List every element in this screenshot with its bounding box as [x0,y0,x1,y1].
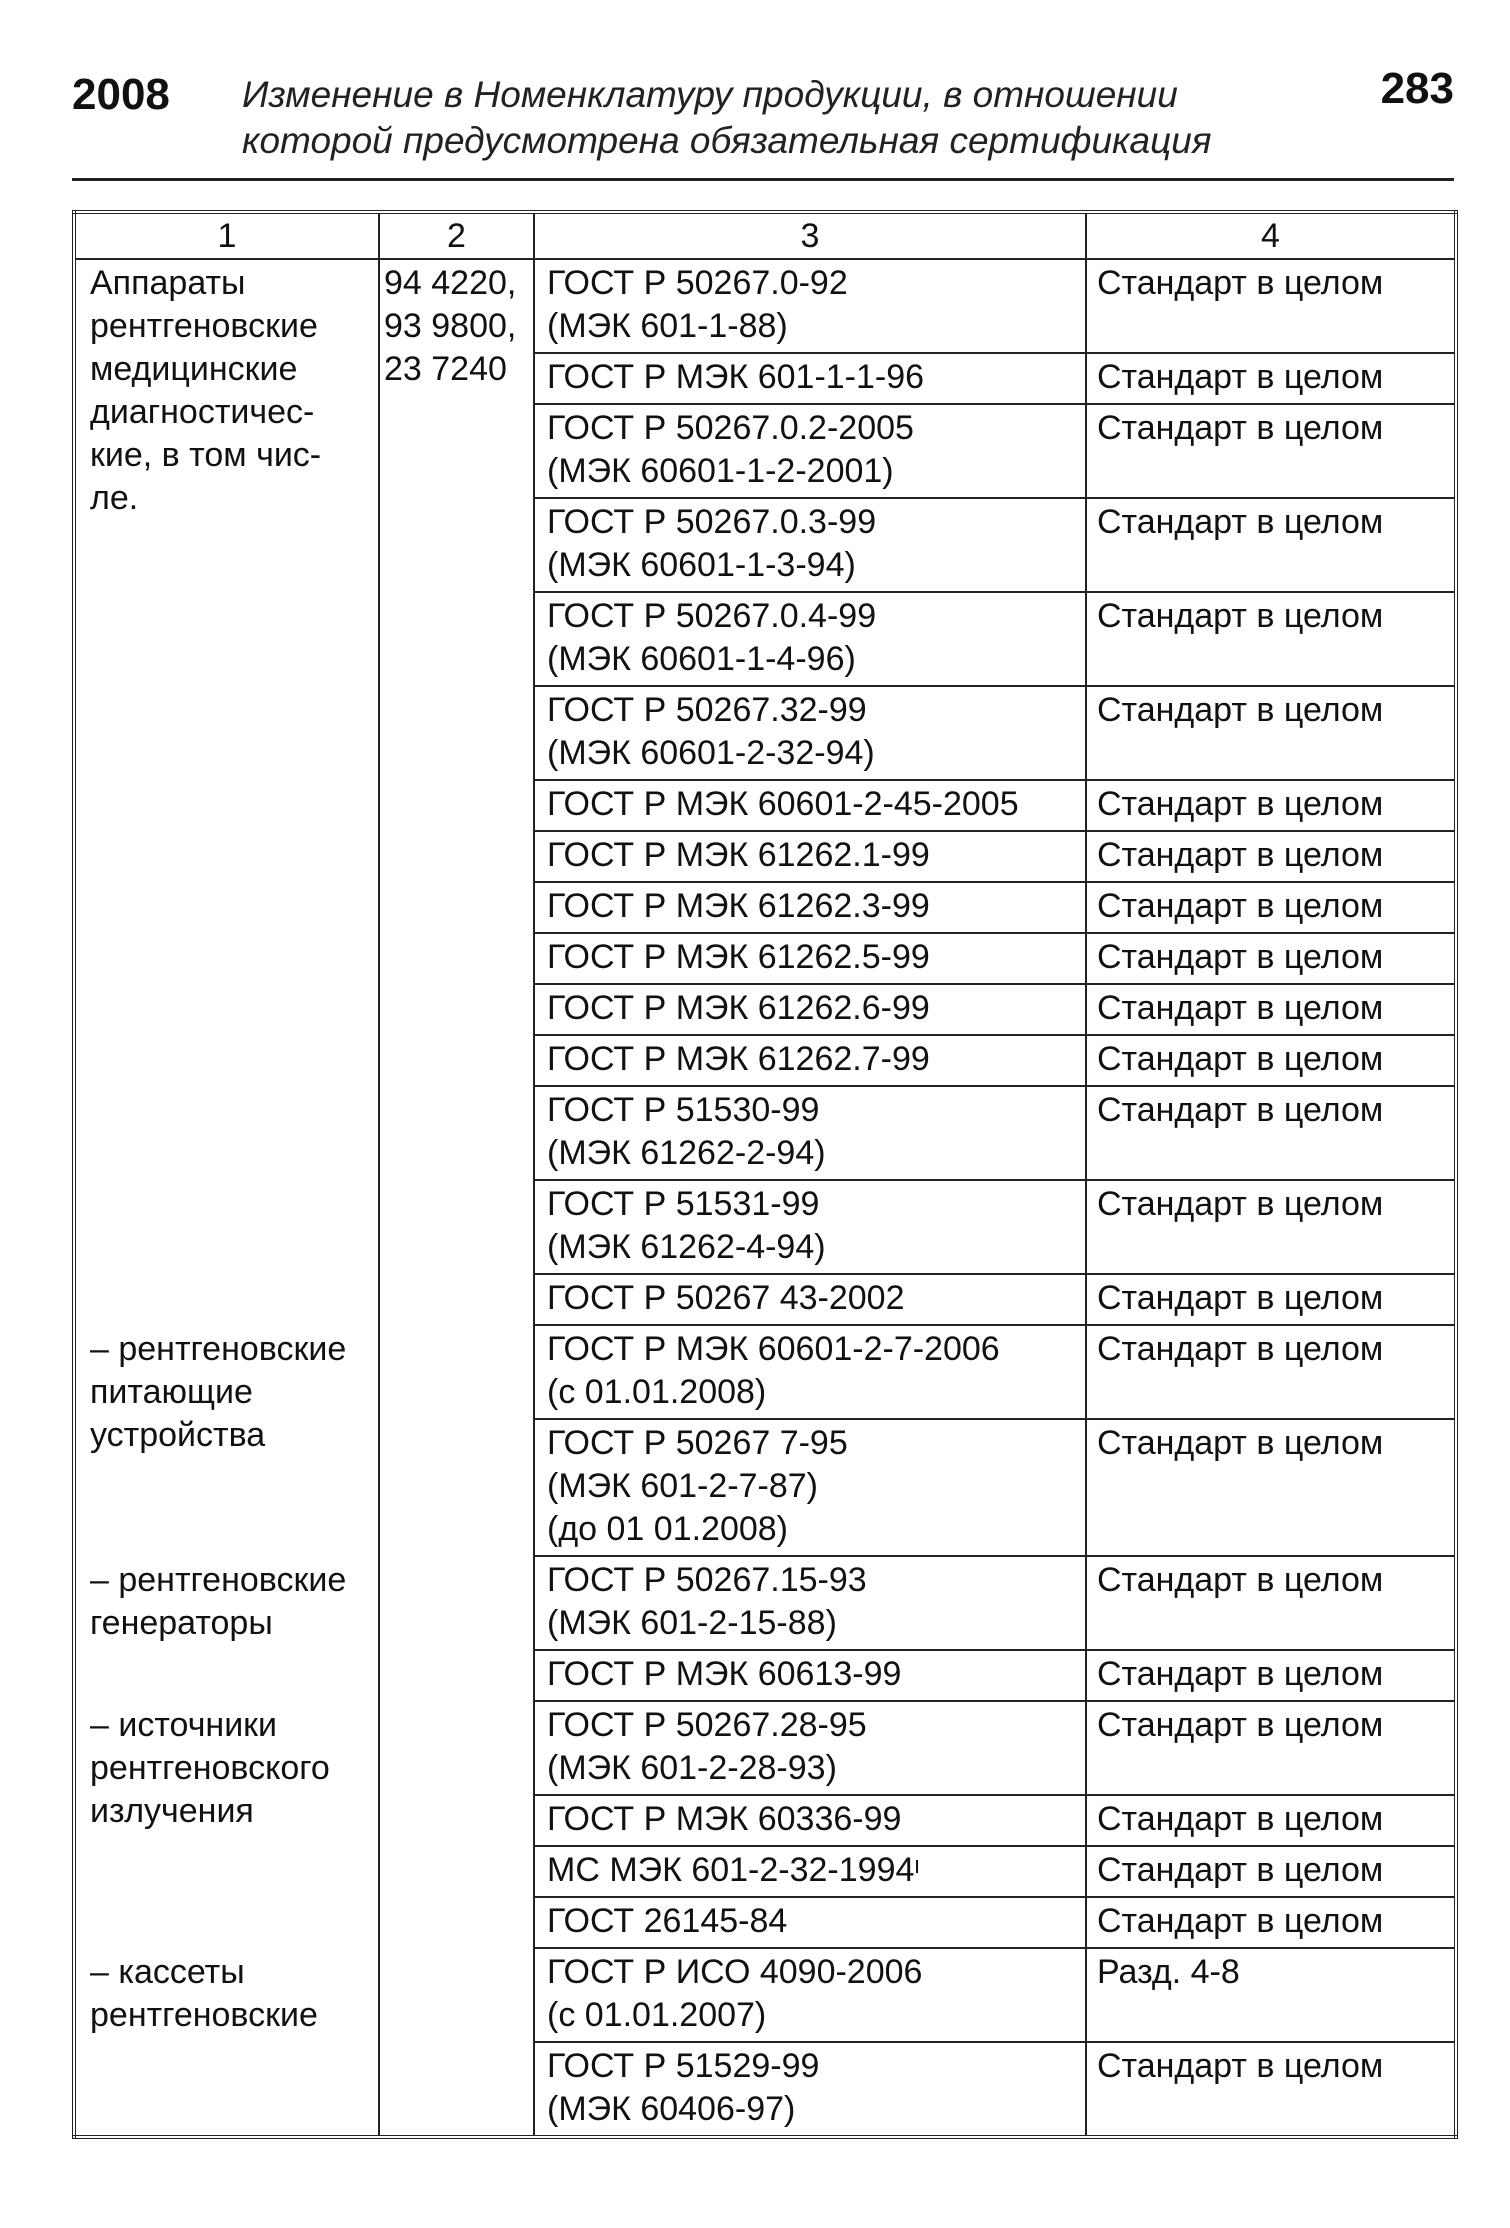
product-group-text: – рентгеновские генераторы [90,1561,347,1642]
standard-cell [534,1650,1086,1701]
col-header-1: 1 [74,212,379,259]
scope-cell: Стандарт в целом [1086,404,1456,498]
standard-designation-line: (МЭК 601-2-15-88) [547,1604,837,1642]
table-row [74,259,1456,353]
product-codes-cell: 94 4220, 93 9800, 23 7240 [379,259,534,2137]
standard-designation-line: ГОСТ Р 50267.0.3-99 [547,503,877,541]
standard-designation-line: ГОСТ Р 50267 7-95 [547,1424,848,1462]
standard-designation-line: ГОСТ Р 50267.0.4-99 [547,597,877,635]
standard-designation-line: ГОСТ Р МЭК 61262.1-99 [547,836,930,874]
standard-designation-line: (МЭК 60601-1-4-96) [547,640,856,678]
standard-cell [534,1325,1086,1419]
standard-designation-line: (МЭК 601-2-7-87) [547,1467,818,1505]
standard-cell [534,882,1086,933]
standard-cell [534,1556,1086,1650]
header-rule [72,178,1454,181]
scope-cell: Стандарт в целом [1086,1650,1456,1701]
standard-designation-line: (с 01.01.2007) [547,1996,767,2034]
standard-cell [534,1701,1086,1795]
standard-cell [534,1795,1086,1846]
standard-cell [534,1948,1086,2042]
standard-cell [534,1846,1086,1897]
standard-designation-line: ГОСТ Р ИСО 4090-2006 [547,1953,923,1991]
standard-cell [534,1897,1086,1948]
standard-cell [534,404,1086,498]
standard-cell [534,2042,1086,2137]
standard-designation-line: ГОСТ Р МЭК 61262.3-99 [547,887,930,925]
standard-designation-line: (МЭК 61262-2-94) [547,1134,826,1172]
standard-cell [534,592,1086,686]
standard-designation-line: ГОСТ 26145-84 [547,1902,788,1940]
standard-designation-line: ГОСТ Р МЭК 60336-99 [547,1800,902,1838]
scope-cell: Стандарт в целом [1086,933,1456,984]
standard-cell [534,831,1086,882]
standard-designation-line: (МЭК 601-2-28-93) [547,1749,837,1787]
standard-cell [534,1035,1086,1086]
standard-designation-line: ГОСТ Р МЭК 61262.6-99 [547,989,930,1027]
standard-designation-line: ГОСТ Р 50267.15-93 [547,1561,867,1599]
product-group-text: Аппараты рентгеновские медицинские диагностичес- кие, в том чис- ле. [90,264,322,517]
header-year: 2008 [72,70,170,119]
standard-cell [534,686,1086,780]
standard-designation-line: ГОСТ Р МЭК 61262.5-99 [547,938,930,976]
scope-cell: Стандарт в целом [1086,2042,1456,2137]
standard-designation-line: (МЭК 61262-4-94) [547,1228,826,1266]
product-group-text: – рентгеновские питающие устройства [90,1330,347,1454]
standard-designation-line: (МЭК 60601-2-32-94) [547,734,875,772]
standard-designation-line: (с 01.01.2008) [547,1373,767,1411]
scope-cell: Стандарт в целом [1086,1419,1456,1556]
scope-cell: Стандарт в целом [1086,882,1456,933]
standard-designation-line: ГОСТ Р 50267.0.2-2005 [547,409,914,447]
scope-cell: Стандарт в целом [1086,1701,1456,1795]
header-title [242,72,1322,164]
scope-cell: Разд. 4-8 [1086,1948,1456,2042]
scope-cell: Стандарт в целом [1086,1846,1456,1897]
scope-cell: Стандарт в целом [1086,1795,1456,1846]
standard-cell [534,1180,1086,1274]
standard-cell [534,933,1086,984]
standard-cell [534,353,1086,404]
standard-cell [534,1086,1086,1180]
product-group-text: – кассеты рентгеновские [90,1953,318,2034]
table-body [74,259,1456,2137]
standard-cell [534,1419,1086,1556]
standard-designation-line: ГОСТ Р МЭК 60601-2-45-2005 [547,785,1019,823]
standard-designation-line: ГОСТ Р 51530-99 [547,1091,820,1129]
standard-designation-line: МС МЭК 601-2-32-1994ᶦ [547,1851,920,1889]
standard-cell [534,498,1086,592]
standard-designation-line: ГОСТ Р 50267.0-92 [547,264,848,302]
standard-designation-line: ГОСТ Р 50267 43-2002 [547,1279,905,1317]
table-header-row [74,212,1456,259]
scope-cell: Стандарт в целом [1086,498,1456,592]
scope-cell: Стандарт в целом [1086,1035,1456,1086]
scope-cell: Стандарт в целом [1086,592,1456,686]
standard-designation-line: (до 01 01.2008) [547,1510,789,1548]
standard-cell [534,259,1086,353]
page-number: 283 [1380,64,1454,113]
scope-cell: Стандарт в целом [1086,984,1456,1035]
scope-cell: Стандарт в целом [1086,1086,1456,1180]
standard-designation-line: ГОСТ Р МЭК 601-1-1-96 [547,358,925,396]
scope-cell: Стандарт в целом [1086,353,1456,404]
scope-cell: Стандарт в целом [1086,831,1456,882]
standard-designation-line: (МЭК 60601-1-2-2001) [547,452,894,490]
standard-designation-line: ГОСТ Р 51531-99 [547,1185,820,1223]
scope-cell: Стандарт в целом [1086,259,1456,353]
standard-designation-line: ГОСТ Р МЭК 61262.7-99 [547,1040,930,1078]
table-container [72,210,1454,2139]
standard-designation-line: ГОСТ Р 50267.28-95 [547,1706,867,1744]
standards-table [72,210,1458,2139]
scope-cell: Стандарт в целом [1086,1325,1456,1419]
standard-designation-line: ГОСТ Р 51529-99 [547,2047,820,2085]
scope-cell: Стандарт в целом [1086,1556,1456,1650]
scope-cell: Стандарт в целом [1086,686,1456,780]
header-title-line2: которой предусмотрена обязательная сертификация [242,120,1212,161]
scope-cell: Стандарт в целом [1086,1897,1456,1948]
standard-designation-line: ГОСТ Р 50267.32-99 [547,691,867,729]
col-header-4: 4 [1086,212,1456,259]
standard-designation-line: (МЭК 601-1-88) [547,307,788,345]
product-group-text: – источники рентгеновского излучения [90,1706,330,1830]
standard-cell [534,780,1086,831]
standard-designation-line: ГОСТ Р МЭК 60613-99 [547,1655,902,1693]
standard-cell [534,1274,1086,1325]
scope-cell: Стандарт в целом [1086,1180,1456,1274]
standard-cell [534,984,1086,1035]
page-header [72,62,1454,172]
scope-cell: Стандарт в целом [1086,780,1456,831]
col-header-2: 2 [379,212,534,259]
standard-designation-line: (МЭК 60601-1-3-94) [547,546,856,584]
col-header-3: 3 [534,212,1086,259]
standard-designation-line: (МЭК 60406-97) [547,2090,796,2128]
scope-cell: Стандарт в целом [1086,1274,1456,1325]
product-name-cell [74,259,379,2137]
standard-designation-line: ГОСТ Р МЭК 60601-2-7-2006 [547,1330,1000,1368]
header-title-line1: Изменение в Номенклатуру продукции, в отношении [242,74,1178,115]
